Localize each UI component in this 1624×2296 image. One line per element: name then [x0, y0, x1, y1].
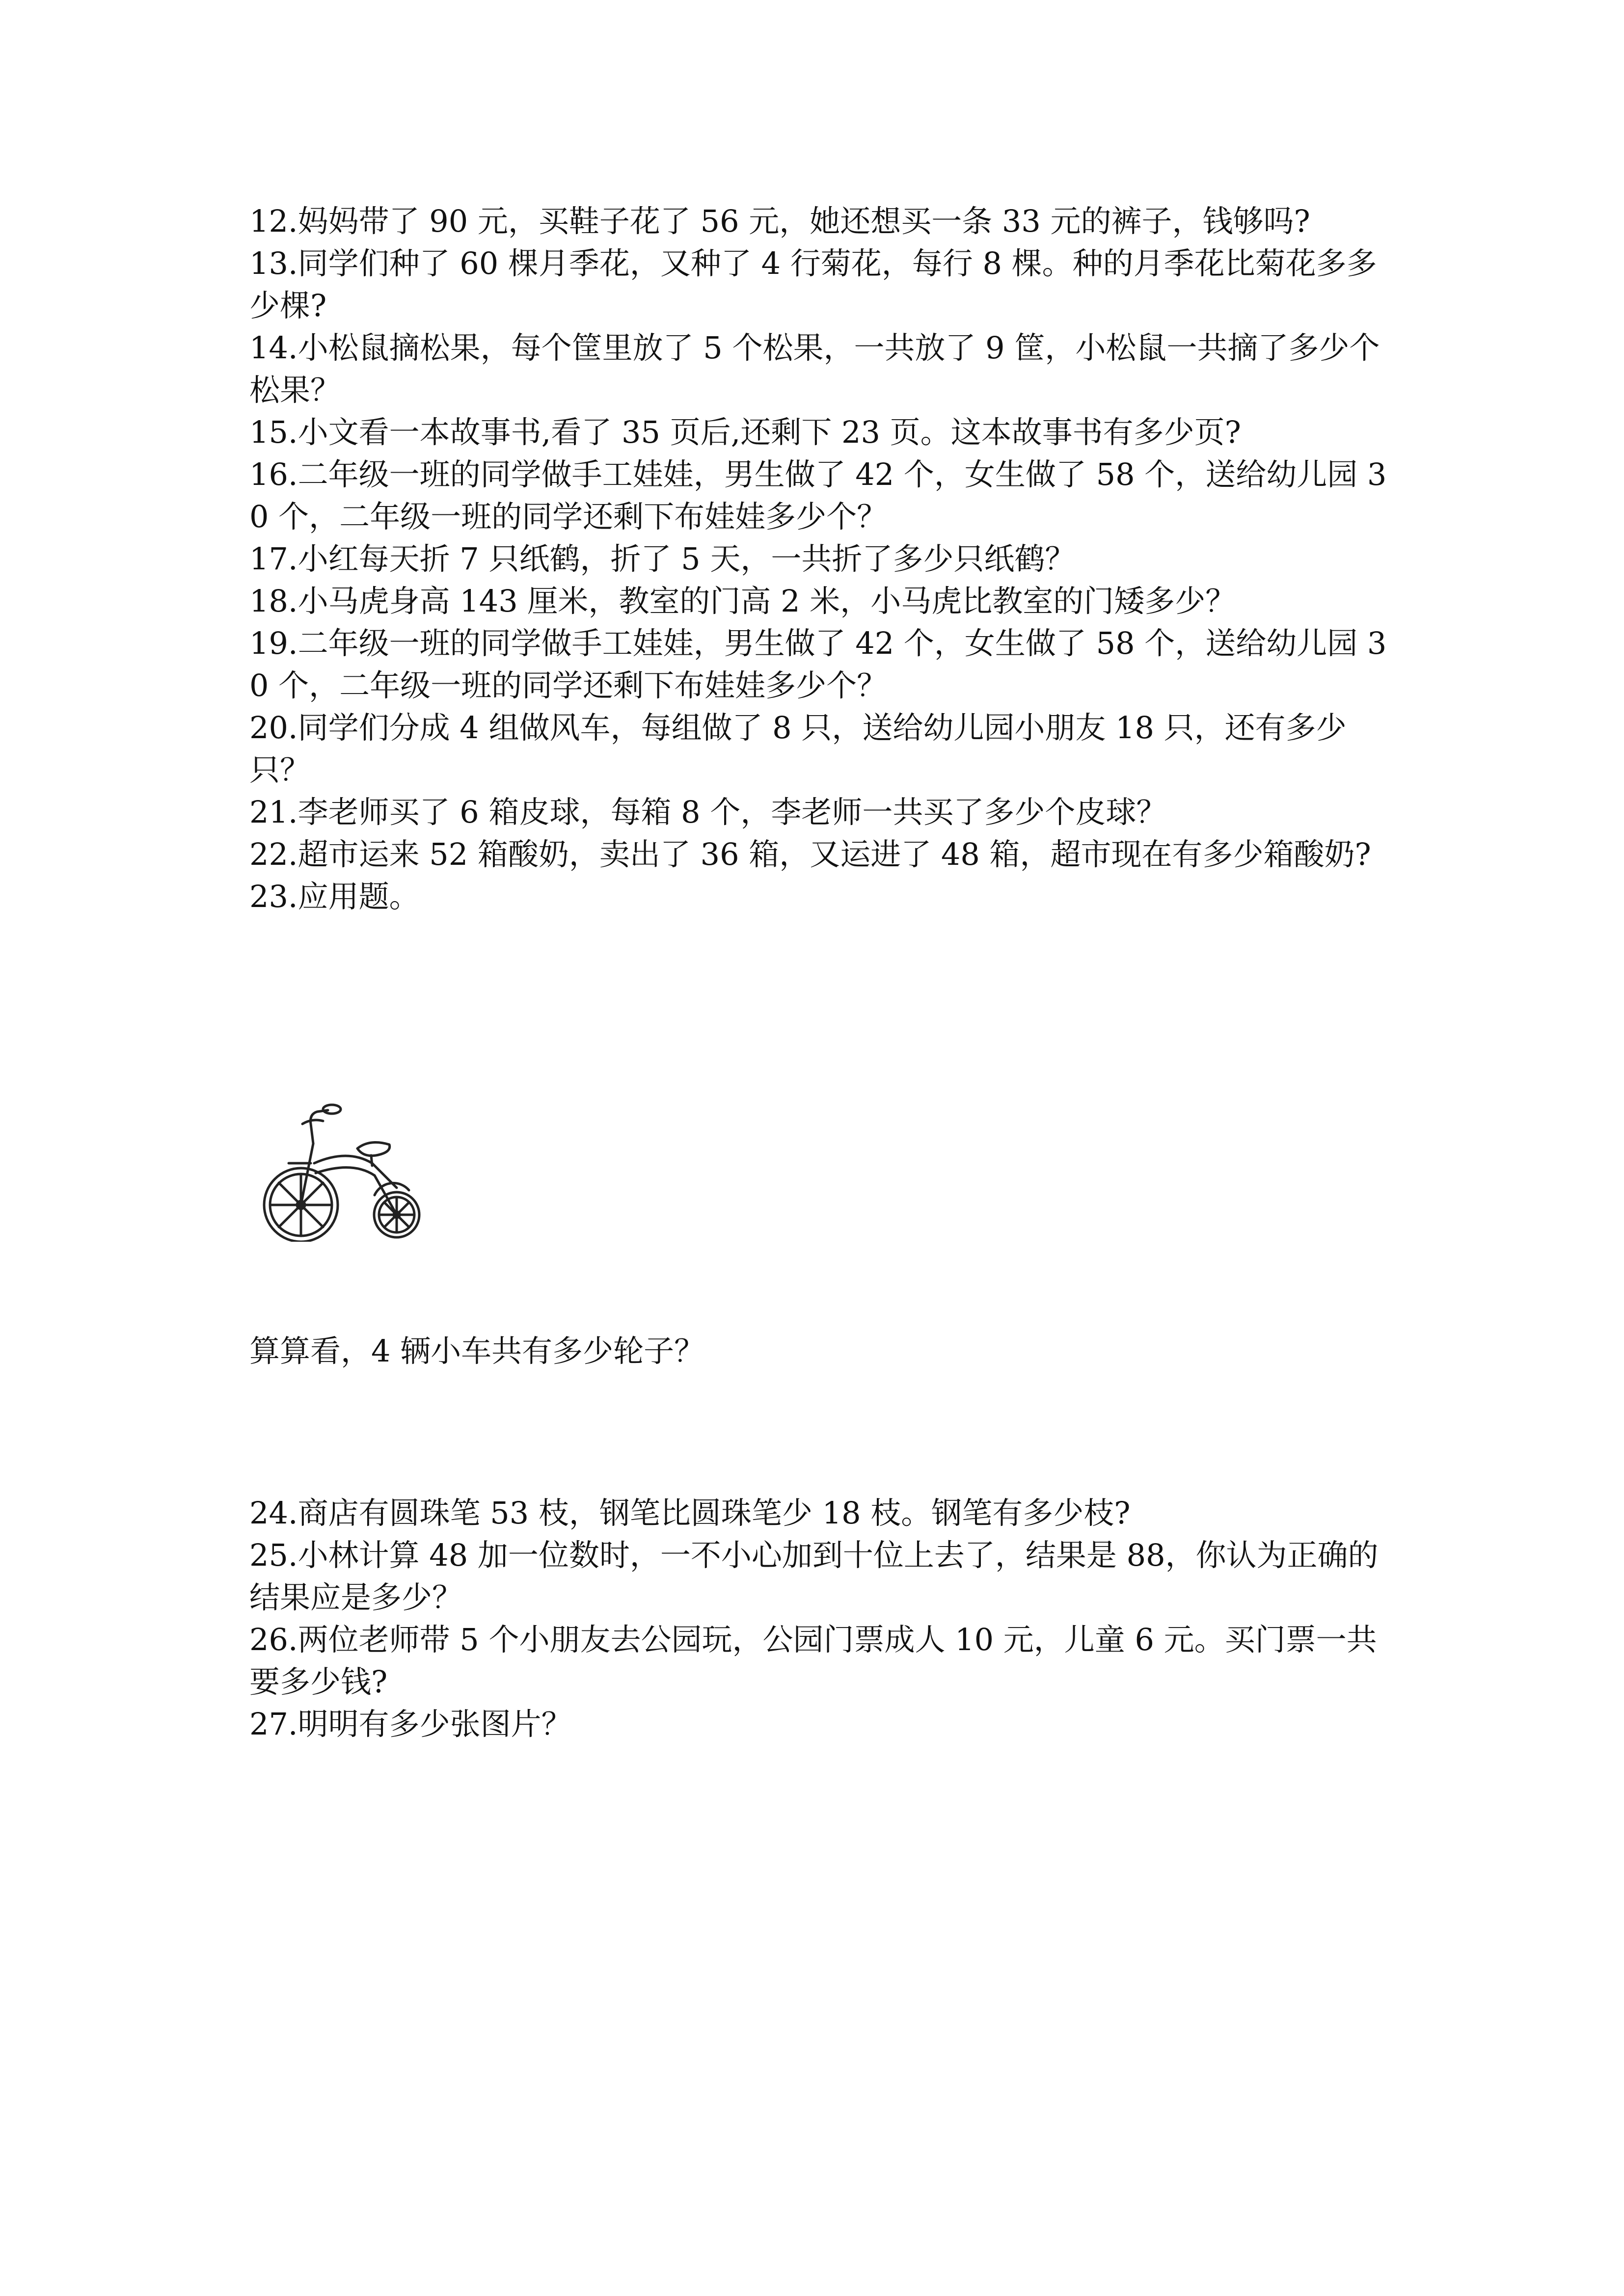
question-16: 16.二年级一班的同学做手工娃娃，男生做了 42 个，女生做了 58 个，送给幼儿园 30 个，二年级一班的同学还剩下布娃娃多少个？ [249, 456, 1387, 534]
sub-question-block [249, 1330, 1393, 1372]
question-21: 21.李老师买了 6 箱皮球，每箱 8 个，李老师一共买了多少个皮球？ [249, 794, 1167, 830]
questions-bottom [249, 1492, 1393, 1745]
question-25: 25.小林计算 48 加一位数时，一不小心加到十位上去了，结果是 88，你认为正确的结果应是多少？ [249, 1537, 1379, 1615]
question-13: 13.同学们种了 60 棵月季花，又种了 4 行菊花，每行 8 棵。种的月季花比菊花多多少棵? [249, 245, 1377, 323]
tricycle-figure [249, 1090, 446, 1242]
question-14: 14.小松鼠摘松果，每个筐里放了 5 个松果，一共放了 9 筐，小松鼠一共摘了多少个松果？ [249, 330, 1380, 408]
question-24: 24.商店有圆珠笔 53 枝，钢笔比圆珠笔少 18 枝。钢笔有多少枝? [249, 1495, 1131, 1531]
question-17: 17.小红每天折 7 只纸鹤，折了 5 天，一共折了多少只纸鹤？ [249, 541, 1076, 577]
question-23: 23.应用题。 [249, 879, 420, 914]
question-22: 22.超市运来 52 箱酸奶，卖出了 36 箱，又运进了 48 箱，超市现在有多少箱酸奶? [249, 836, 1371, 872]
question-20: 20.同学们分成 4 组做风车，每组做了 8 只，送给幼儿园小朋友 18 只，还有多少只？ [249, 710, 1347, 788]
question-18: 18.小马虎身高 143 厘米，教室的门高 2 米，小马虎比教室的门矮多少？ [249, 583, 1236, 619]
sub-question: 算算看，4 辆小车共有多少轮子？ [249, 1333, 705, 1369]
question-27: 27.明明有多少张图片？ [249, 1706, 572, 1742]
question-26: 26.两位老师带 5 个小朋友去公园玩，公园门票成人 10 元，儿童 6 元。买门票一共要多少钱? [249, 1622, 1377, 1700]
question-12: 12.妈妈带了 90 元，买鞋子花了 56 元，她还想买一条 33 元的裤子，钱够吗? [249, 203, 1310, 239]
question-19: 19.二年级一班的同学做手工娃娃，男生做了 42 个，女生做了 58 个，送给幼儿园 30 个，二年级一班的同学还剩下布娃娃多少个？ [249, 625, 1387, 703]
tricycle-icon [249, 1090, 446, 1242]
questions-top [249, 200, 1393, 918]
question-15: 15.小文看一本故事书,看了 35 页后,还剩下 23 页。这本故事书有多少页? [249, 414, 1241, 450]
